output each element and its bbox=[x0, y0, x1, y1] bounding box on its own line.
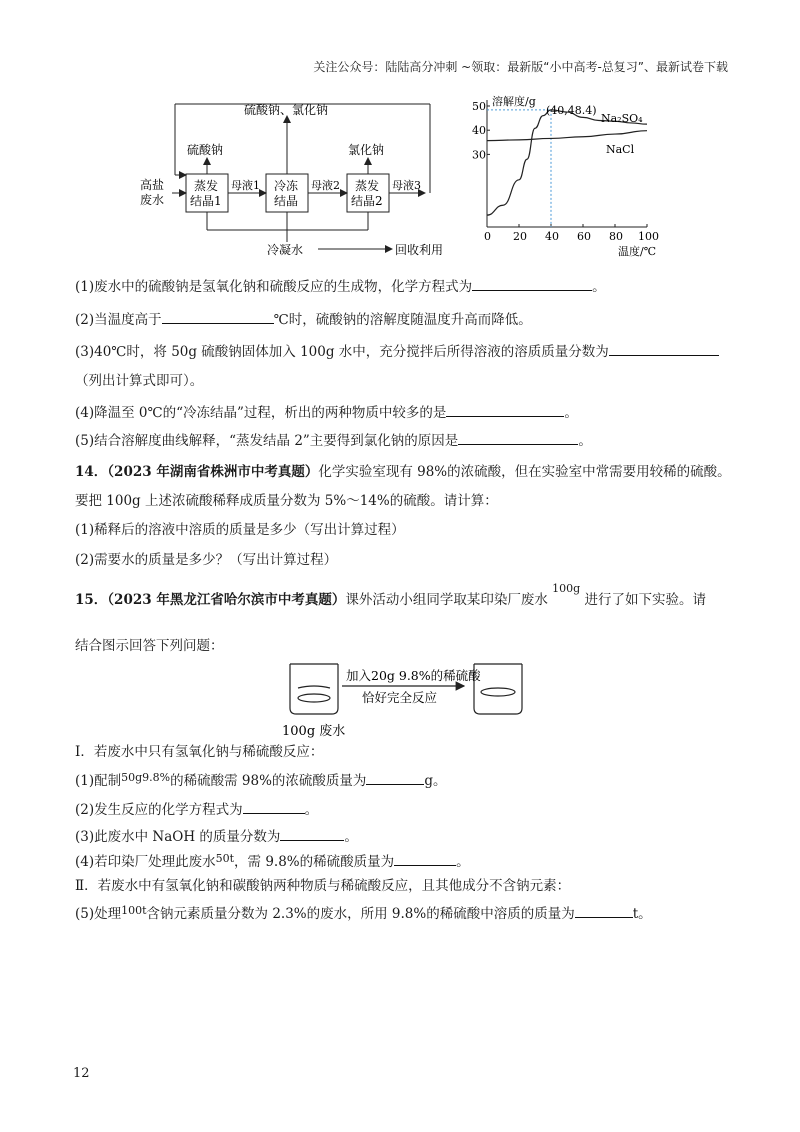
q13-part3b: （列出计算式即可）。 bbox=[75, 373, 204, 389]
beaker-experiment-figure bbox=[276, 658, 526, 740]
page-number: 12 bbox=[73, 1066, 90, 1081]
process-flowchart bbox=[130, 92, 460, 264]
liquor-2-label: 母液2 bbox=[311, 179, 340, 192]
box2-line2: 结晶 bbox=[274, 194, 299, 208]
q15-sub-4: (4)若印染厂处理此废水$^{50t}$，需 9.8%的稀硫酸质量为 。 bbox=[75, 852, 470, 870]
nacl-series-label: NaCl bbox=[606, 143, 635, 156]
x-tick-label: 40 bbox=[545, 230, 559, 243]
q15-sub-1: (1)配制$^{50g9.8\%}$的稀硫酸需 98%的浓硫酸质量为 g。 bbox=[75, 771, 447, 789]
y-tick-label: 40 bbox=[472, 124, 486, 138]
y-axis-label: 溶解度/g bbox=[492, 95, 536, 108]
q13-part3: (3)40℃时，将 50g 硫酸钠固体加入 100g 水中，充分搅拌后所得溶液的溶质质量分数为 bbox=[75, 341, 719, 362]
answer-blank[interactable] bbox=[162, 309, 274, 324]
x-tick-label: 80 bbox=[609, 230, 623, 243]
answer-blank[interactable] bbox=[458, 430, 578, 445]
arrow-bottom-text: 恰好完全反应 bbox=[362, 690, 438, 705]
box3-line2: 结晶2 bbox=[351, 194, 383, 208]
out3-label: 氯化钠 bbox=[348, 143, 385, 157]
q15-sub-2: (2)发生反应的化学方程式为 。 bbox=[75, 799, 318, 820]
q15-part2-intro: Ⅱ．若废水中有氢氧化钠和碳酸钠两种物质与稀硫酸反应，且其他成分不含钠元素： bbox=[75, 878, 571, 894]
q13-part4: (4)降温至 0℃的“冷冻结晶”过程，析出的两种物质中较多的是 。 bbox=[75, 402, 578, 423]
input-label-1: 高盐 bbox=[140, 178, 165, 192]
q15-stem-2: 结合图示回答下列问题： bbox=[75, 638, 224, 654]
answer-blank[interactable] bbox=[243, 799, 305, 814]
answer-blank[interactable] bbox=[472, 276, 592, 291]
q15-stem-1: 15．（2023 年黑龙江省哈尔滨市中考真题）课外活动小组同学取某印染厂废水 $^{100g}$ 进行了如下实验。请 bbox=[75, 582, 706, 608]
q13-part5: (5)结合溶解度曲线解释，“蒸发结晶 2”主要得到氯化钠的原因是 。 bbox=[75, 430, 592, 451]
q14-sub-2: (2)需要水的质量是多少？（写出计算过程） bbox=[75, 552, 338, 568]
right-beaker bbox=[474, 664, 522, 714]
page-header: 关注公众号：陆陆高分冲刺 ~领取：最新版“小中高考-总复习”、最新试卷下载 bbox=[313, 60, 728, 74]
na2so4-curve bbox=[487, 110, 647, 215]
recycle-label: 回收利用 bbox=[395, 243, 444, 257]
box1-line2: 结晶1 bbox=[190, 194, 222, 208]
x-axis-label: 温度/℃ bbox=[618, 245, 657, 258]
q14-stem-2: 要把 100g 上述浓硫酸稀释成质量分数为 5%～14%的硫酸。请计算： bbox=[75, 493, 498, 509]
beaker-label: 100g 废水 bbox=[282, 724, 346, 739]
answer-blank[interactable] bbox=[446, 402, 564, 417]
peak-annotation: (40,48.4) bbox=[546, 104, 597, 117]
q13-part2: (2)当温度高于 ℃时，硫酸钠的溶解度随温度升高而降低。 bbox=[75, 309, 532, 330]
q15-sub-3: (3)此废水中 NaOH 的质量分数为 。 bbox=[75, 826, 358, 847]
solubility-chart bbox=[470, 92, 670, 264]
q14-stem-1: 14．（2023 年湖南省株洲市中考真题）化学实验室现有 98%的浓硫酸，但在实验室中常需要用较稀的硫酸。 bbox=[75, 464, 731, 480]
condensate-label: 冷凝水 bbox=[267, 243, 304, 257]
na2so4-series-label: Na₂SO₄ bbox=[601, 112, 643, 125]
answer-blank[interactable] bbox=[575, 903, 633, 918]
box3-line1: 蒸发 bbox=[355, 179, 380, 193]
answer-blank[interactable] bbox=[280, 826, 344, 841]
x-tick-label: 60 bbox=[577, 230, 591, 243]
out1-label: 硫酸钠 bbox=[187, 143, 224, 157]
answer-blank[interactable] bbox=[366, 770, 424, 785]
x-tick-label: 100 bbox=[638, 230, 659, 243]
x-tick-label: 20 bbox=[513, 230, 527, 243]
q14-sub-1: (1)稀释后的溶液中溶质的质量是多少（写出计算过程） bbox=[75, 522, 405, 538]
nacl-curve bbox=[487, 131, 647, 141]
liquor-1-label: 母液1 bbox=[231, 179, 260, 192]
arrow-top-text: 加入20g 9.8%的稀硫酸 bbox=[346, 668, 481, 683]
answer-blank[interactable] bbox=[394, 851, 456, 866]
x-tick-label: 0 bbox=[484, 230, 491, 243]
q15-part1-intro: Ⅰ．若废水中只有氢氧化钠与稀硫酸反应： bbox=[75, 744, 324, 760]
y-tick-label: 50 bbox=[472, 100, 486, 113]
q15-sub-5: (5)处理$^{100t}$含钠元素质量分数为 2.3%的废水，所用 9.8%的稀硫酸中溶质的质量为 t。 bbox=[75, 904, 652, 922]
box1-line1: 蒸发 bbox=[194, 179, 219, 193]
q13-part1: (1)废水中的硫酸钠是氢氧化钠和硫酸反应的生成物，化学方程式为 。 bbox=[75, 276, 606, 297]
top-product-label: 硫酸钠、氯化钠 bbox=[244, 103, 329, 117]
y-tick-label: 30 bbox=[472, 148, 486, 162]
liquor-3-label: 母液3 bbox=[392, 179, 421, 192]
input-label-2: 废水 bbox=[140, 193, 165, 207]
box2-line1: 冷冻 bbox=[274, 179, 299, 193]
left-beaker bbox=[290, 664, 338, 714]
answer-blank[interactable] bbox=[609, 341, 719, 356]
